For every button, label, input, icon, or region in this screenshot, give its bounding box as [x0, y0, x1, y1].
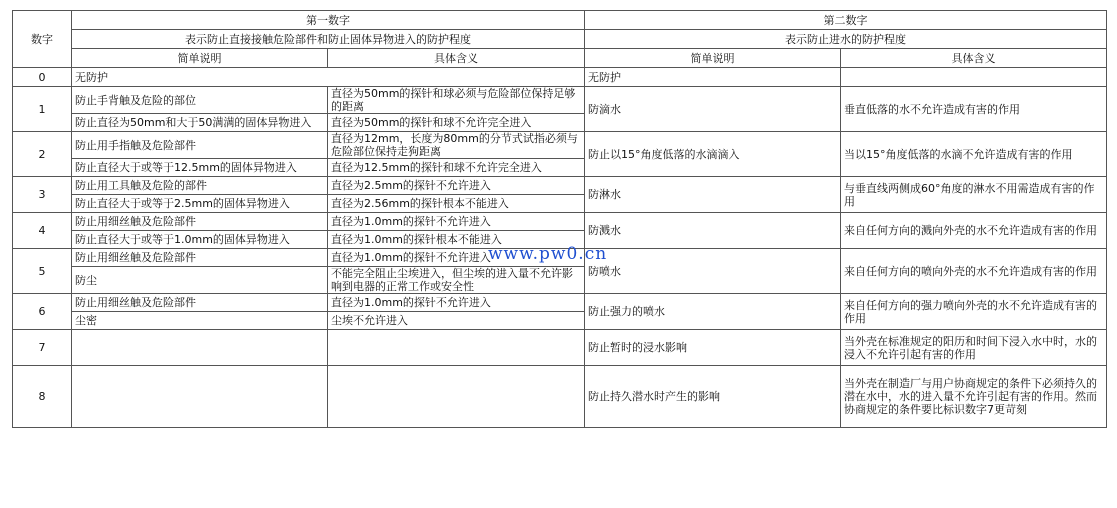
solid-brief: 防止直径为50mm和大于50满满的固体异物进入 [72, 114, 328, 132]
ip-rating-table [12, 10, 1107, 428]
second-digit-description: 表示防止进水的防护程度 [585, 30, 1107, 49]
solid-brief: 防止直径大于或等于12.5mm的固体异物进入 [72, 159, 328, 177]
solid-meaning: 直径为2.56mm的探针根本不能进入 [328, 195, 585, 213]
water-brief: 防喷水 [585, 249, 841, 294]
solid-brief: 防止用细丝触及危险部件 [72, 294, 328, 312]
water-meaning: 当以15°角度低落的水滴不允许造成有害的作用 [841, 132, 1107, 177]
water-meaning: 垂直低落的水不允许造成有害的作用 [841, 87, 1107, 132]
solid-meaning: 直径为1.0mm的探针不允许进入 [328, 213, 585, 231]
water-meaning: 来自任何方向的喷向外壳的水不允许造成有害的作用 [841, 249, 1107, 294]
solid-brief: 防止直径大于或等于2.5mm的固体异物进入 [72, 195, 328, 213]
solid-meaning [328, 330, 585, 366]
solid-brief: 防止用细丝触及危险部件 [72, 249, 328, 267]
water-meaning: 与垂直线两侧成60°角度的淋水不用需造成有害的作用 [841, 177, 1107, 213]
row-number: 0 [13, 68, 72, 87]
solid-meaning: 直径为2.5mm的探针不允许进入 [328, 177, 585, 195]
solid-meaning: 尘埃不允许进入 [328, 312, 585, 330]
solid-brief [72, 330, 328, 366]
number-header: 数字 [13, 11, 72, 68]
first-digit-description: 表示防止直接接触危险部件和防止固体异物进入的防护程度 [72, 30, 585, 49]
solid-brief: 防止用手指触及危险部件 [72, 132, 328, 159]
table-row [13, 177, 1107, 195]
table-row [13, 330, 1107, 366]
solid-brief: 防止用工具触及危险的部件 [72, 177, 328, 195]
water-meaning: 来自任何方向的强力喷向外壳的水不允许造成有害的作用 [841, 294, 1107, 330]
water-brief: 防止持久潜水时产生的影响 [585, 366, 841, 428]
solid-brief: 防止手背触及危险的部位 [72, 87, 328, 114]
water-brief: 防淋水 [585, 177, 841, 213]
water-brief-header: 简单说明 [585, 49, 841, 68]
water-brief: 防滴水 [585, 87, 841, 132]
table-row [13, 68, 1107, 87]
row-number: 5 [13, 249, 72, 294]
water-brief: 防止暂时的浸水影响 [585, 330, 841, 366]
solid-meaning: 直径为1.0mm的探针不允许进入 [328, 249, 585, 267]
water-meaning: 当外壳在制造厂与用户协商规定的条件下必须持久的潜在水中，水的进入量不允许引起有害的作用。然而协商规定的条件要比标识数字7更苛刻 [841, 366, 1107, 428]
table-row [13, 366, 1107, 428]
table-row [13, 294, 1107, 312]
site-watermark: www.pw0.cn [488, 244, 608, 264]
header-row-2 [13, 30, 1107, 49]
table-row [13, 87, 1107, 114]
solid-brief: 防止直径大于或等于1.0mm的固体异物进入 [72, 231, 328, 249]
row-number: 1 [13, 87, 72, 132]
row-number: 4 [13, 213, 72, 249]
row-number: 2 [13, 132, 72, 177]
solid-meaning: 直径为1.0mm的探针根本不能进入 [328, 231, 585, 249]
water-meaning [841, 68, 1107, 87]
row-number: 8 [13, 366, 72, 428]
first-digit-header: 第一数字 [72, 11, 585, 30]
solid-meaning [328, 366, 585, 428]
solid-meaning: 直径为12mm，长度为80mm的分节式试指必须与危险部位保持走狗距离 [328, 132, 585, 159]
table-row [13, 213, 1107, 231]
water-brief: 防溅水 [585, 213, 841, 249]
row-number: 3 [13, 177, 72, 213]
solid-brief-header: 简单说明 [72, 49, 328, 68]
solid-brief: 防尘 [72, 267, 328, 294]
solid-brief [72, 366, 328, 428]
water-meaning: 来自任何方向的溅向外壳的水不允许造成有害的作用 [841, 213, 1107, 249]
solid-brief: 无防护 [72, 68, 585, 87]
solid-meaning: 直径为1.0mm的探针不允许进入 [328, 294, 585, 312]
water-meaning: 当外壳在标准规定的阳历和时间下浸入水中时，水的浸入不允许引起有害的作用 [841, 330, 1107, 366]
solid-meaning: 直径为12.5mm的探针和球不允许完全进入 [328, 159, 585, 177]
water-brief: 防止以15°角度低落的水滴滴入 [585, 132, 841, 177]
solid-brief: 尘密 [72, 312, 328, 330]
header-row-3 [13, 49, 1107, 68]
solid-meaning-header: 具体含义 [328, 49, 585, 68]
header-row-1 [13, 11, 1107, 30]
solid-brief: 防止用细丝触及危险部件 [72, 213, 328, 231]
water-brief: 防止强力的喷水 [585, 294, 841, 330]
solid-meaning: 直径为50mm的探针和球不允许完全进入 [328, 114, 585, 132]
second-digit-header: 第二数字 [585, 11, 1107, 30]
solid-meaning: 直径为50mm的探针和球必须与危险部位保持足够的距离 [328, 87, 585, 114]
water-brief: 无防护 [585, 68, 841, 87]
solid-meaning: 不能完全阻止尘埃进入，但尘埃的进入量不允许影响到电器的正常工作或安全性 [328, 267, 585, 294]
table-row [13, 132, 1107, 159]
water-meaning-header: 具体含义 [841, 49, 1107, 68]
row-number: 6 [13, 294, 72, 330]
row-number: 7 [13, 330, 72, 366]
